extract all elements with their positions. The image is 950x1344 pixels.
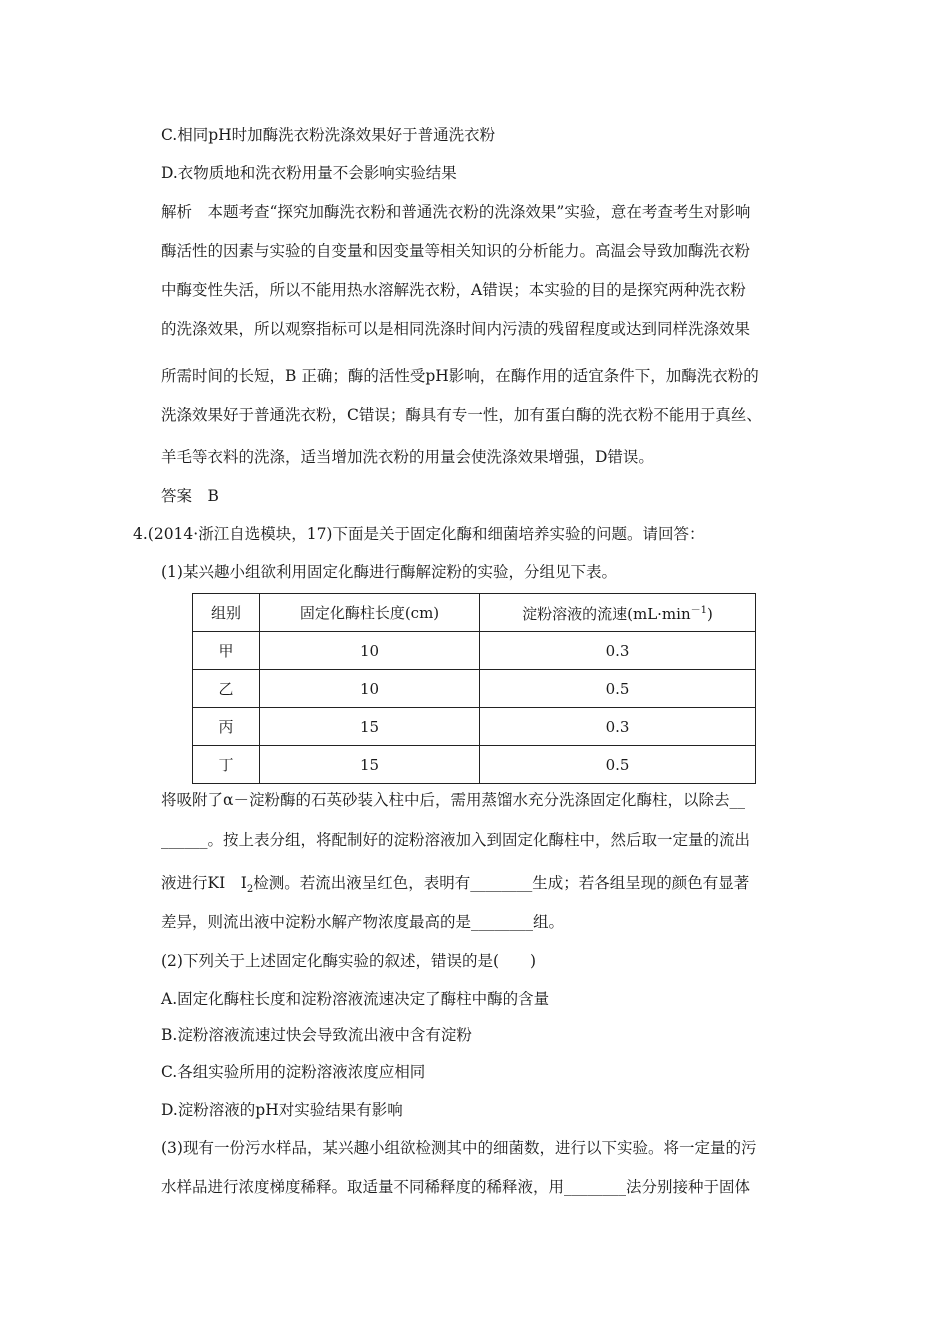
header-length: 固定化酶柱长度(cm) [260, 594, 480, 632]
header-group: 组别 [193, 594, 260, 632]
part-1-text-1: 将吸附了α－淀粉酶的石英砂装入柱中后，需用蒸馏水充分洗涤固定化酶柱，以除去__ [161, 791, 745, 809]
part-1-text-4: 差异，则流出液中淀粉水解产物浓度最高的是________组。 [161, 913, 565, 931]
cell-length: 15 [260, 746, 480, 784]
part-2-option-a: A.固定化酶柱长度和淀粉溶液流速决定了酶柱中酶的含量 [161, 990, 550, 1008]
analysis-line-5: 所需时间的长短，B 正确；酶的活性受pH影响，在酶作用的适宜条件下，加酶洗衣粉的 [161, 367, 759, 385]
analysis-line-1: 解析 本题考查“探究加酶洗衣粉和普通洗衣粉的洗涤效果”实验，意在考查考生对影响 [161, 203, 751, 221]
part-2-option-b: B.淀粉溶液流速过快会导致流出液中含有淀粉 [161, 1026, 472, 1044]
cell-group: 甲 [193, 632, 260, 670]
analysis-line-6: 洗涤效果好于普通洗衣粉，C错误；酶具有专一性，加有蛋白酶的洗衣粉不能用于真丝、 [161, 406, 762, 424]
cell-rate: 0.5 [480, 746, 756, 784]
option-c: C.相同pH时加酶洗衣粉洗涤效果好于普通洗衣粉 [161, 126, 496, 144]
table-row [193, 746, 756, 784]
cell-group: 丙 [193, 708, 260, 746]
header-rate: 淀粉溶液的流速$(mL\cdot\min^{-1})$ [480, 594, 756, 632]
table-row [193, 632, 756, 670]
cell-group: 丁 [193, 746, 260, 784]
table-row [193, 670, 756, 708]
part-3-text: 水样品进行浓度梯度稀释。取适量不同稀释度的稀释液，用________法分别接种于固体 [161, 1178, 751, 1196]
option-d: D.衣物质地和洗衣粉用量不会影响实验结果 [161, 164, 457, 182]
part-2-option-d: D.淀粉溶液的pH对实验结果有影响 [161, 1101, 403, 1119]
answer: 答案 B [161, 487, 219, 505]
experiment-table [192, 593, 756, 784]
question-4-part-1: (1)某兴趣小组欲利用固定化酶进行酶解淀粉的实验，分组见下表。 [161, 563, 617, 581]
table-header-row [193, 594, 756, 632]
part-2-option-c: C.各组实验所用的淀粉溶液浓度应相同 [161, 1063, 426, 1081]
cell-length: 15 [260, 708, 480, 746]
table-row [193, 708, 756, 746]
cell-group: 乙 [193, 670, 260, 708]
analysis-line-2: 酶活性的因素与实验的自变量和因变量等相关知识的分析能力。高温会导致加酶洗衣粉 [161, 242, 751, 260]
question-4-part-2: (2)下列关于上述固定化酶实验的叙述，错误的是( ) [161, 952, 537, 970]
cell-rate: 0.5 [480, 670, 756, 708]
cell-length: 10 [260, 632, 480, 670]
cell-rate: 0.3 [480, 632, 756, 670]
question-4-part-3: (3)现有一份污水样品，某兴趣小组欲检测其中的细菌数，进行以下实验。将一定量的污 [161, 1139, 757, 1157]
part-1-text-3: 液进行KI $I_2$检测。若流出液呈红色，表明有________生成；若各组呈现的颜色有显著 [161, 874, 750, 896]
question-4-title: 4.(2014·浙江自选模块，17)下面是关于固定化酶和细菌培养实验的问题。请回答： [133, 525, 705, 543]
analysis-line-3: 中酶变性失活，所以不能用热水溶解洗衣粉，A错误；本实验的目的是探究两种洗衣粉 [161, 281, 746, 299]
cell-length: 10 [260, 670, 480, 708]
analysis-line-4: 的洗涤效果，所以观察指标可以是相同洗涤时间内污渍的残留程度或达到同样洗涤效果 [161, 320, 751, 338]
analysis-line-7: 羊毛等衣料的洗涤，适当增加洗衣粉的用量会使洗涤效果增强，D错误。 [161, 448, 654, 466]
part-1-text-2: ______。按上表分组，将配制好的淀粉溶液加入到固定化酶柱中，然后取一定量的流出 [161, 831, 751, 849]
cell-rate: 0.3 [480, 708, 756, 746]
